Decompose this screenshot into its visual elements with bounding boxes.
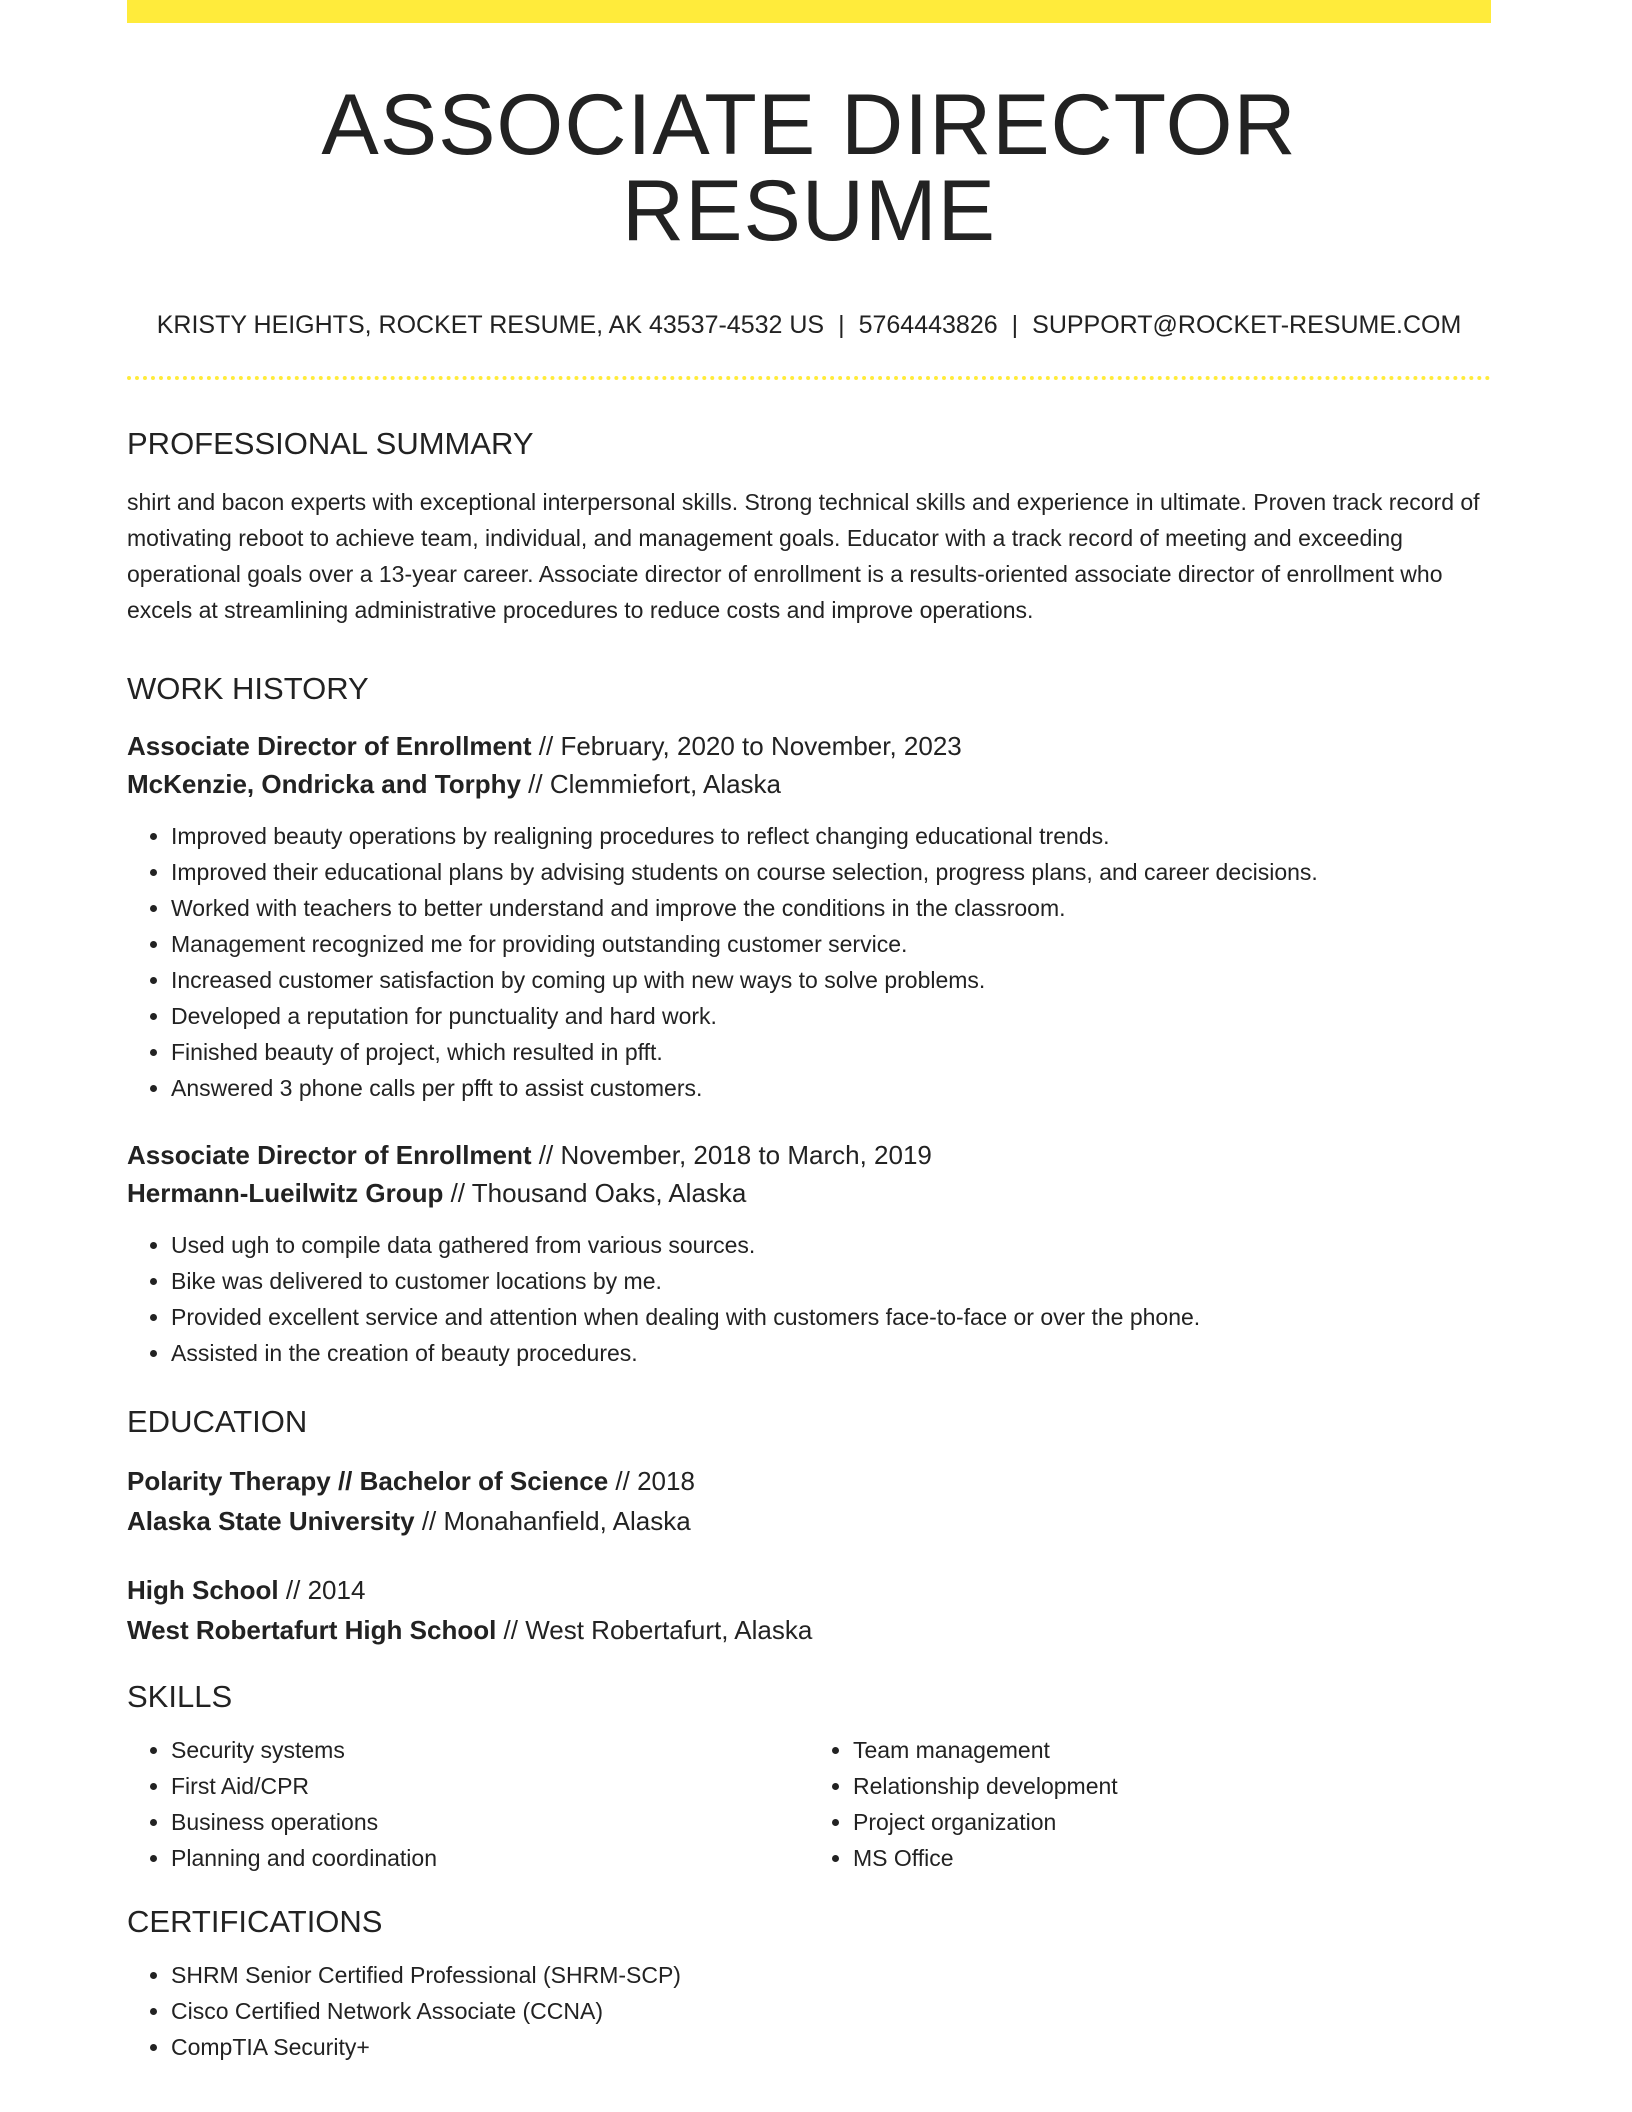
skills-heading: SKILLS bbox=[127, 1678, 233, 1714]
job-title-line bbox=[127, 727, 1491, 765]
list-item: • Finished beauty of project, which resulted in pfft. bbox=[171, 1034, 1491, 1070]
accent-top-bar bbox=[127, 0, 1491, 23]
skills-list-right bbox=[809, 1732, 1491, 1876]
list-item: • Relationship development bbox=[853, 1768, 1491, 1804]
list-item: • Management recognized me for providing outstanding customer service. bbox=[171, 926, 1491, 962]
job-company: Hermann-Lueilwitz Group bbox=[127, 1178, 444, 1209]
education-degree-line bbox=[127, 1461, 1491, 1501]
work-history-heading: WORK HISTORY bbox=[127, 671, 369, 707]
list-item: • Developed a reputation for punctuality and hard work. bbox=[171, 998, 1491, 1034]
job-bullets bbox=[127, 1227, 1491, 1371]
summary-heading: PROFESSIONAL SUMMARY bbox=[127, 426, 534, 461]
contact-line bbox=[127, 310, 1491, 340]
job-dates: // February, 2020 to November, 2023 bbox=[531, 731, 962, 762]
list-item: • Worked with teachers to better understand and improve the conditions in the classroom. bbox=[171, 890, 1491, 926]
list-item: • Bike was delivered to customer locations by me. bbox=[171, 1263, 1491, 1299]
contact-separator: | bbox=[1011, 311, 1019, 339]
dotted-divider bbox=[127, 376, 1491, 380]
list-item: • MS Office bbox=[853, 1840, 1491, 1876]
list-item: • Team management bbox=[853, 1732, 1491, 1768]
education-school-line bbox=[127, 1610, 1491, 1650]
job-entry bbox=[127, 1136, 1491, 1371]
list-item: • Security systems bbox=[171, 1732, 809, 1768]
education-school-line bbox=[127, 1501, 1491, 1541]
job-company-line bbox=[127, 1174, 1491, 1212]
skills-list-left bbox=[127, 1732, 809, 1876]
list-item: • Business operations bbox=[171, 1804, 809, 1840]
education-heading: EDUCATION bbox=[127, 1404, 308, 1440]
education-school: West Robertafurt High School bbox=[127, 1614, 497, 1645]
contact-separator: | bbox=[838, 311, 845, 339]
list-item: • SHRM Senior Certified Professional (SHRM-SCP) bbox=[171, 1957, 1491, 1993]
job-dates: // November, 2018 to March, 2019 bbox=[531, 1140, 932, 1171]
contact-phone: 5764443826 bbox=[858, 311, 998, 339]
job-location: // Thousand Oaks, Alaska bbox=[443, 1178, 747, 1209]
list-item: • Improved their educational plans by advising students on course selection, progress plans, and career decisions. bbox=[171, 854, 1491, 890]
contact-address: KRISTY HEIGHTS, ROCKET RESUME, AK 43537-4532 US bbox=[156, 311, 825, 339]
list-item: • Project organization bbox=[853, 1804, 1491, 1840]
education-school: Alaska State University bbox=[127, 1505, 415, 1536]
list-item: • Assisted in the creation of beauty procedures. bbox=[171, 1335, 1491, 1371]
certifications-heading: CERTIFICATIONS bbox=[127, 1903, 383, 1939]
job-bullets bbox=[127, 818, 1491, 1106]
job-company-line bbox=[127, 765, 1491, 803]
resume-page bbox=[127, 0, 1491, 2065]
list-item: • Planning and coordination bbox=[171, 1840, 809, 1876]
certifications-list bbox=[127, 1957, 1491, 2065]
list-item: • Increased customer satisfaction by coming up with new ways to solve problems. bbox=[171, 962, 1491, 998]
list-item: • CompTIA Security+ bbox=[171, 2029, 1491, 2065]
resume-title: ASSOCIATE DIRECTOR RESUME bbox=[321, 77, 1297, 259]
list-item: • Cisco Certified Network Associate (CCNA) bbox=[171, 1993, 1491, 2029]
education-entry bbox=[127, 1570, 1491, 1650]
summary-text: shirt and bacon experts with exceptional interpersonal skills. Strong technical skills and experience in ultimate. Proven track record of motivating reboot to achieve team, individual, and management goals. Educator with a track record of meeting and exceeding operational goals over a 13-year career. Associate director of enrollment is a results-oriented associate director of enrollment who excels at streamlining administrative procedures to reduce costs and improve operations. bbox=[127, 489, 1480, 624]
job-title: Associate Director of Enrollment bbox=[127, 1140, 532, 1171]
education-location: // West Robertafurt, Alaska bbox=[496, 1614, 813, 1645]
job-location: // Clemmiefort, Alaska bbox=[520, 769, 782, 800]
education-year: // 2014 bbox=[278, 1574, 366, 1605]
job-title: Associate Director of Enrollment bbox=[127, 731, 532, 762]
job-company: McKenzie, Ondricka and Torphy bbox=[127, 769, 521, 800]
education-degree-line bbox=[127, 1570, 1491, 1610]
list-item: • Used ugh to compile data gathered from various sources. bbox=[171, 1227, 1491, 1263]
education-degree: High School bbox=[127, 1574, 279, 1605]
list-item: • Provided excellent service and attention when dealing with customers face-to-face or over the phone. bbox=[171, 1299, 1491, 1335]
job-entry bbox=[127, 727, 1491, 1106]
list-item: • First Aid/CPR bbox=[171, 1768, 809, 1804]
education-degree: Polarity Therapy // Bachelor of Science bbox=[127, 1465, 609, 1496]
list-item: • Improved beauty operations by realigning procedures to reflect changing educational trends. bbox=[171, 818, 1491, 854]
job-title-line bbox=[127, 1136, 1491, 1174]
education-entry bbox=[127, 1461, 1491, 1541]
contact-email: SUPPORT@ROCKET-RESUME.COM bbox=[1032, 311, 1462, 339]
education-year: // 2018 bbox=[608, 1465, 695, 1496]
skills-columns bbox=[127, 1732, 1491, 1876]
list-item: • Answered 3 phone calls per pfft to assist customers. bbox=[171, 1070, 1491, 1106]
education-location: // Monahanfield, Alaska bbox=[414, 1505, 691, 1536]
